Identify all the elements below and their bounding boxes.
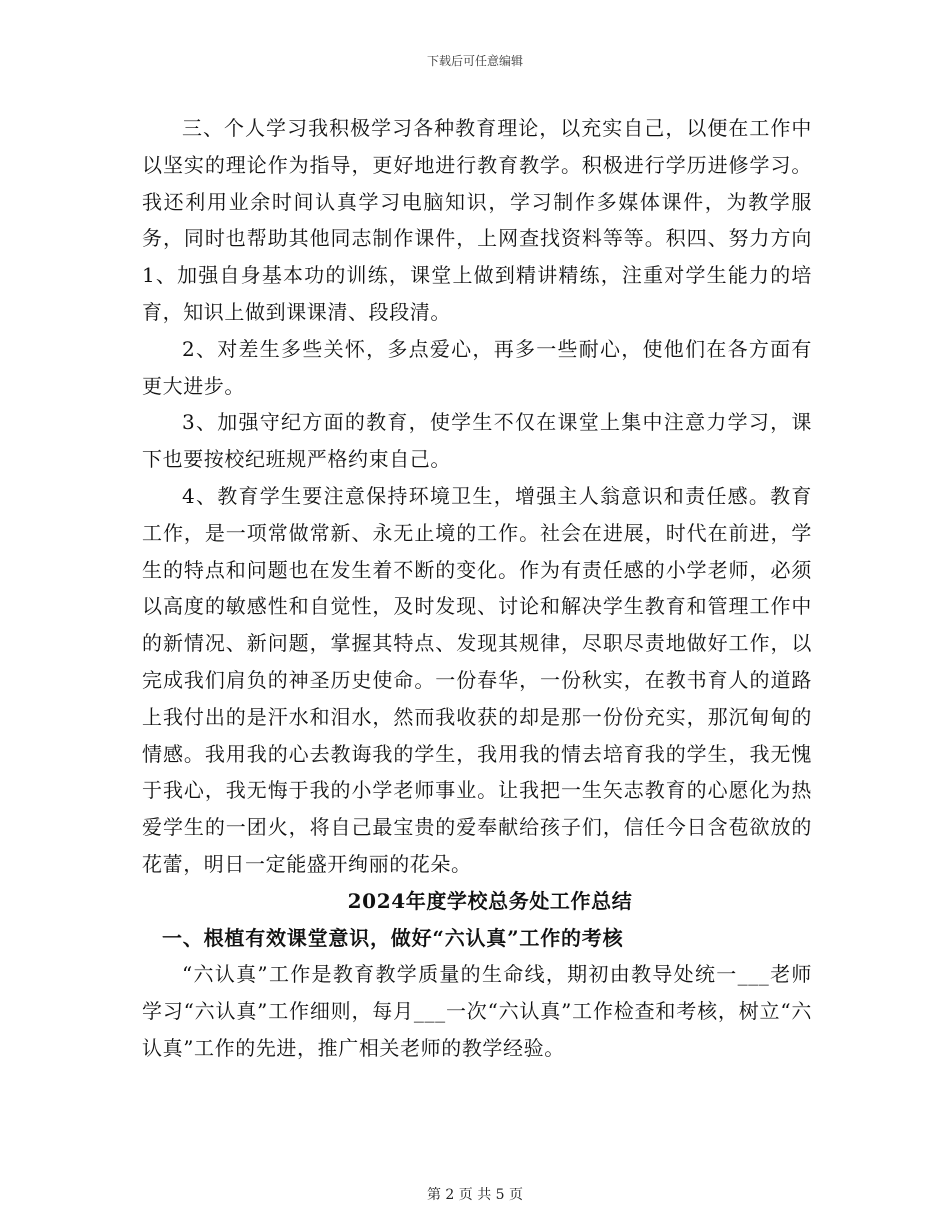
paragraph-personal-study: 三、个人学习我积极学习各种教育理论，以充实自己，以便在工作中以坚实的理论作为指导，更好地进行教育教学。积极进行学历进修学习。我还利用业余时间认真学习电脑知识，学习制作多媒体课件，为教学服务，同时也帮助其他同志制作课件，上网查找资料等等。积四、努力方向1、加强自身基本功的训练，课堂上做到精讲精练，注重对学生能力的培育，知识上做到课课清、段段清。 <box>142 116 812 324</box>
paragraph-six-diligence: “六认真”工作是教育教学质量的生命线，期初由教导处统一___老师学习“六认真”工作细则，每月___一次“六认真”工作检查和考核，树立“六认真”工作的先进，推广相关老师的教学经验。 <box>142 962 812 1060</box>
document-title: 2024年度学校总务处工作总结 <box>347 888 633 913</box>
page-header: 下载后可任意编辑 <box>426 54 523 68</box>
paragraph-care-for-students: 2、对差生多些关怀，多点爱心，再多一些耐心，使他们在各方面有更大进步。 <box>142 336 812 398</box>
section-heading: 一、根植有效课堂意识，做好“六认真”工作的考核 <box>162 925 624 950</box>
paragraph-environment-and-mission: 4、教育学生要注意保持环境卫生，增强主人翁意识和责任感。教育工作，是一项常做常新、永无止境的工作。社会在进展，时代在前进，学生的特点和问题也在发生着不断的变化。作为有责任感的小学老师，必须以高度的敏感性和自觉性，及时发现、讨论和解决学生教育和管理工作中的新情况、新问题，掌握其特点、发现其规律，尽职尽责地做好工作，以完成我们肩负的神圣历史使命。一份春华，一份秋实，在教书育人的道路上我付出的是汗水和泪水，然而我收获的却是那一份份充实，那沉甸甸的情感。我用我的心去教诲我的学生，我用我的情去培育我的学生，我无愧于我心，我无悔于我的小学老师事业。让我把一生矢志教育的心愿化为热爱学生的一团火，将自己最宝贵的爱奉献给孩子们，信任今日含苞欲放的花蕾，明日一定能盛开绚丽的花朵。 <box>142 483 812 876</box>
document-body <box>142 110 812 1067</box>
paragraph-discipline: 3、加强守纪方面的教育，使学生不仅在课堂上集中注意力学习，课下也要按校纪班规严格约束自己。 <box>142 410 812 472</box>
page-number: 第 2 页 共 5 页 <box>426 1187 524 1203</box>
